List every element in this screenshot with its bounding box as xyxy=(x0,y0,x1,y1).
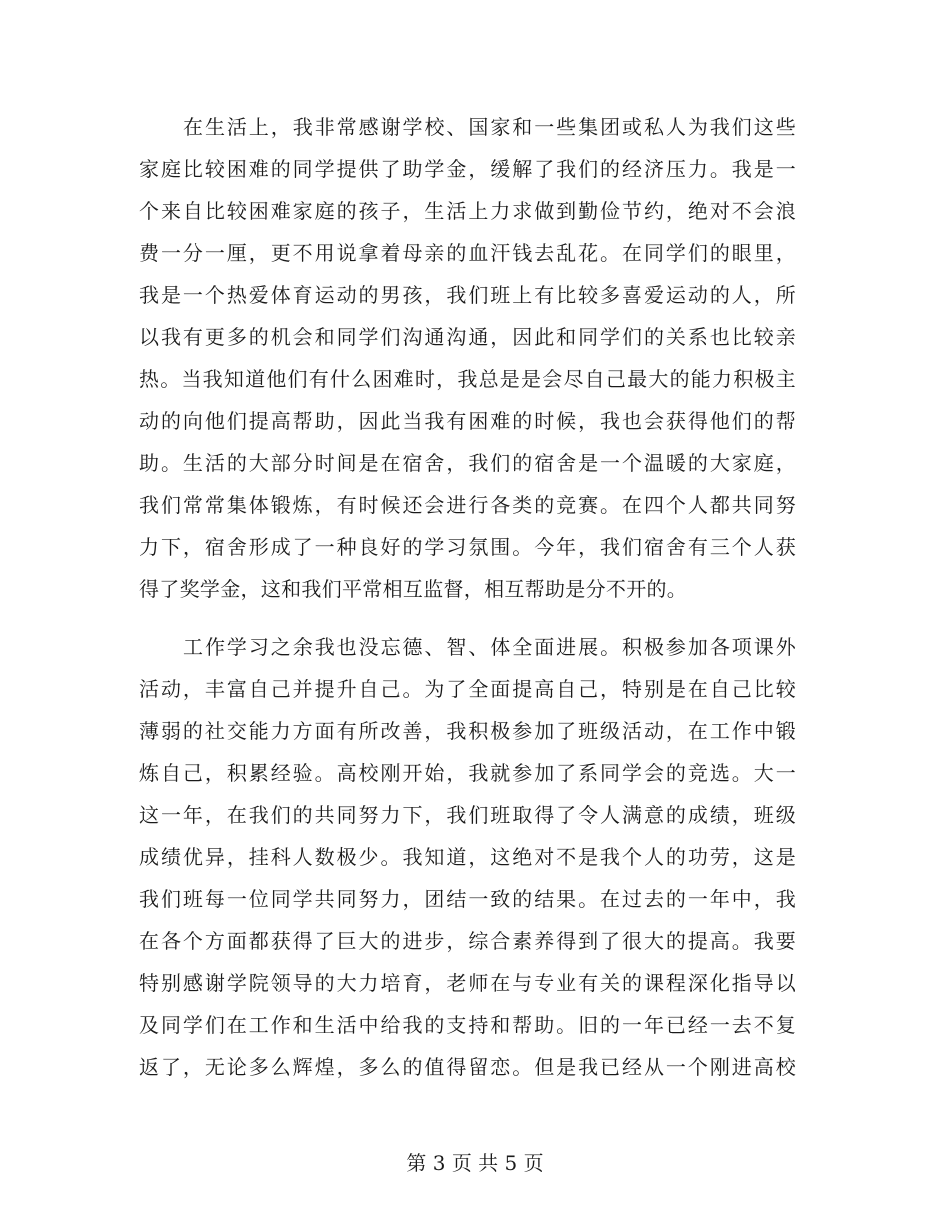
text-line: 及同学们在工作和生活中给我的支持和帮助。旧的一年已经一去不复 xyxy=(139,1013,796,1037)
paragraph-activities xyxy=(139,626,796,1088)
text-line: 助。生活的大部分时间是在宿舍，我们的宿舍是一个温暖的大家庭， xyxy=(139,451,796,475)
text-line: 我们常常集体锻炼，有时候还会进行各类的竞赛。在四个人都共同努 xyxy=(139,493,796,517)
text-line: 薄弱的社交能力方面有所改善，我积极参加了班级活动，在工作中锻 xyxy=(139,719,796,743)
text-line: 力下，宿舍形成了一种良好的学习氛围。今年，我们宿舍有三个人获 xyxy=(139,535,796,559)
text-line: 特别感谢学院领导的大力培育，老师在与专业有关的课程深化指导以 xyxy=(139,971,796,995)
text-line: 以我有更多的机会和同学们沟通沟通，因此和同学们的关系也比较亲 xyxy=(139,325,796,349)
text-line: 在各个方面都获得了巨大的进步，综合素养得到了很大的提高。我要 xyxy=(139,929,796,953)
text-line: 个来自比较困难家庭的孩子，生活上力求做到勤俭节约，绝对不会浪 xyxy=(139,199,796,223)
text-line: 得了奖学金，这和我们平常相互监督，相互帮助是分不开的。 xyxy=(139,577,688,601)
page-number-footer: 第 3 页 共 5 页 xyxy=(406,1151,544,1175)
text-line: 家庭比较困难的同学提供了助学金，缓解了我们的经济压力。我是一 xyxy=(139,157,796,181)
text-line: 我们班每一位同学共同努力，团结一致的结果。在过去的一年中，我 xyxy=(139,887,796,911)
text-line: 活动，丰富自己并提升自己。为了全面提高自己，特别是在自己比较 xyxy=(139,677,796,701)
text-line: 返了，无论多么辉煌，多么的值得留恋。但是我已经从一个刚进高校 xyxy=(139,1055,796,1079)
text-line: 热。当我知道他们有什么困难时，我总是是会尽自己最大的能力积极主 xyxy=(139,367,796,391)
text-line: 动的向他们提高帮助，因此当我有困难的时候，我也会获得他们的帮 xyxy=(139,409,796,433)
text-line: 成绩优异，挂科人数极少。我知道，这绝对不是我个人的功劳，这是 xyxy=(139,845,796,869)
text-line: 在生活上，我非常感谢学校、国家和一些集团或私人为我们这些 xyxy=(183,115,796,139)
text-line: 工作学习之余我也没忘德、智、体全面进展。积极参加各项课外 xyxy=(183,635,796,659)
paragraph-life xyxy=(139,106,796,610)
text-line: 费一分一厘，更不用说拿着母亲的血汗钱去乱花。在同学们的眼里， xyxy=(139,241,796,265)
text-line: 炼自己，积累经验。高校刚开始，我就参加了系同学会的竞选。大一 xyxy=(139,761,796,785)
text-line: 我是一个热爱体育运动的男孩，我们班上有比较多喜爱运动的人，所 xyxy=(139,283,796,307)
text-line: 这一年，在我们的共同努力下，我们班取得了令人满意的成绩，班级 xyxy=(139,803,796,827)
document-body xyxy=(139,106,796,1088)
